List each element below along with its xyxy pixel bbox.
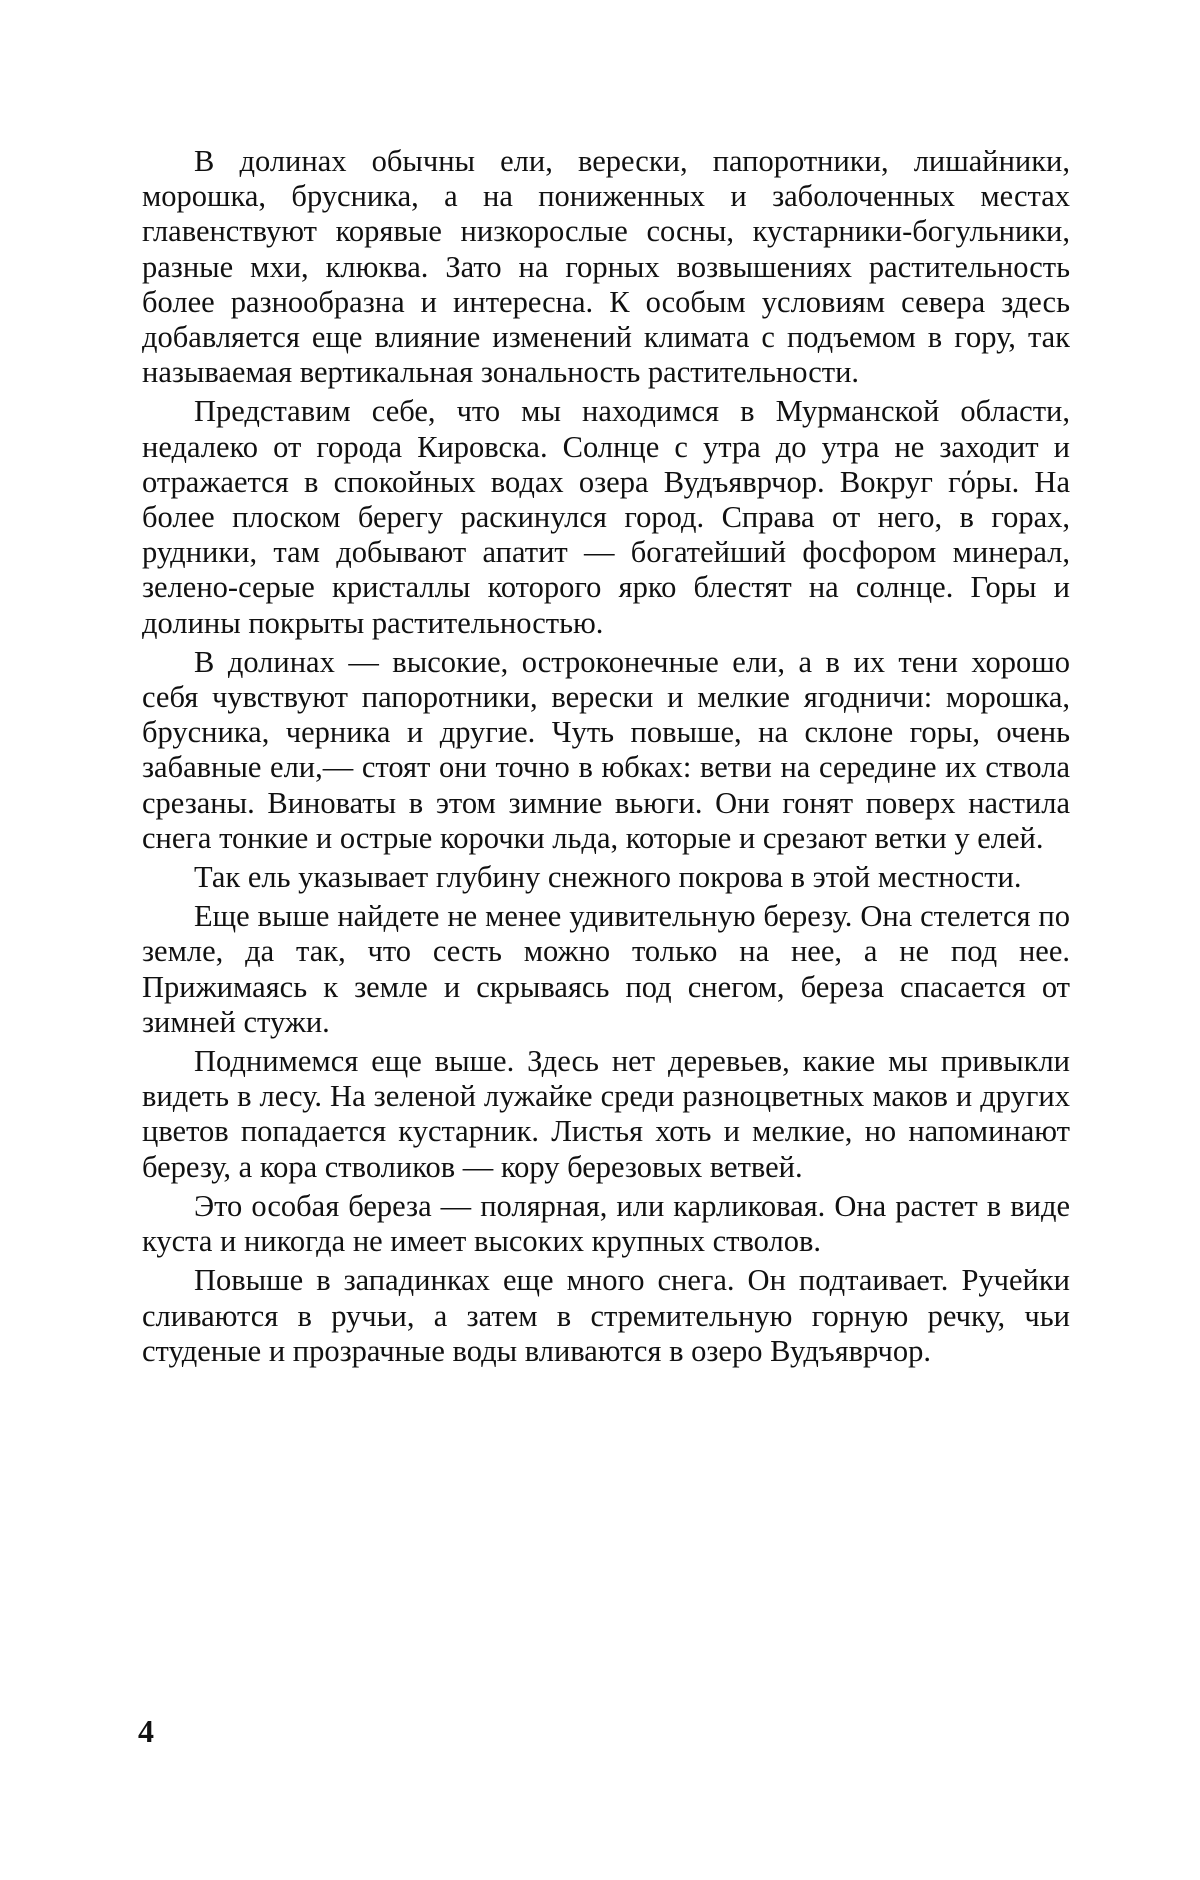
- paragraph: Представим себе, что мы находимся в Мурманской области, недалеко от города Кировска. Солнце с утра до утра не заходит и отражается в спокойных водах озера Вудъяврчор. Вокруг гόры. На более плоском берегу раскинулся город. Справа от него, в горах, рудники, там добывают апатит — богатейший фосфором минерал, зелено-серые кристаллы которого ярко блестят на солнце. Горы и долины покрыты растительностью.: [142, 394, 1070, 640]
- paragraph: Поднимемся еще выше. Здесь нет деревьев, какие мы привыкли видеть в лесу. На зеленой лужайке среди разноцветных маков и других цветов попадается кустарник. Листья хоть и мелкие, но напоминают березу, а кора стволиков — кору березовых ветвей.: [142, 1044, 1070, 1184]
- paragraph: В долинах обычны ели, верески, папоротники, лишайники, морошка, брусника, а на пониженных и заболоченных местах главенствуют корявые низкорослые сосны, кустарники-богульники, разные мхи, клюква. Зато на горных возвышениях растительность более разнообразна и интересна. К особым условиям севера здесь добавляется еще влияние изменений климата с подъемом в гору, так называемая вертикальная зональность растительности.: [142, 144, 1070, 390]
- paragraph: Так ель указывает глубину снежного покрова в этой местности.: [194, 860, 1022, 895]
- paragraph: В долинах — высокие, остроконечные ели, а в их тени хорошо себя чувствуют папоротники, верески и мелкие ягодничи: морошка, брусника, черника и другие. Чуть повыше, на склоне горы, очень забавные ели,— стоят они точно в юбках: ветви на середине их ствола срезаны. Виноваты в этом зимние вьюги. Они гонят поверх настила снега тонкие и острые корочки льда, которые и срезают ветки у елей.: [142, 644, 1070, 855]
- body-text: [142, 144, 1070, 1373]
- page-number: 4: [138, 1713, 154, 1749]
- paragraph: Повыше в западинках еще много снега. Он подтаивает. Ручейки сливаются в ручьи, а затем в стремительную горную речку, чьи студеные и прозрачные воды вливаются в озеро Вудъяврчор.: [142, 1263, 1070, 1368]
- paragraph: Еще выше найдете не менее удивительную березу. Она стелется по земле, да так, что сесть можно только на нее, а не под нее. Прижимаясь к земле и скрываясь под снегом, береза спасается от зимней стужи.: [142, 899, 1070, 1039]
- paragraph: Это особая береза — полярная, или карликовая. Она растет в виде куста и никогда не имеет высоких крупных стволов.: [142, 1188, 1070, 1259]
